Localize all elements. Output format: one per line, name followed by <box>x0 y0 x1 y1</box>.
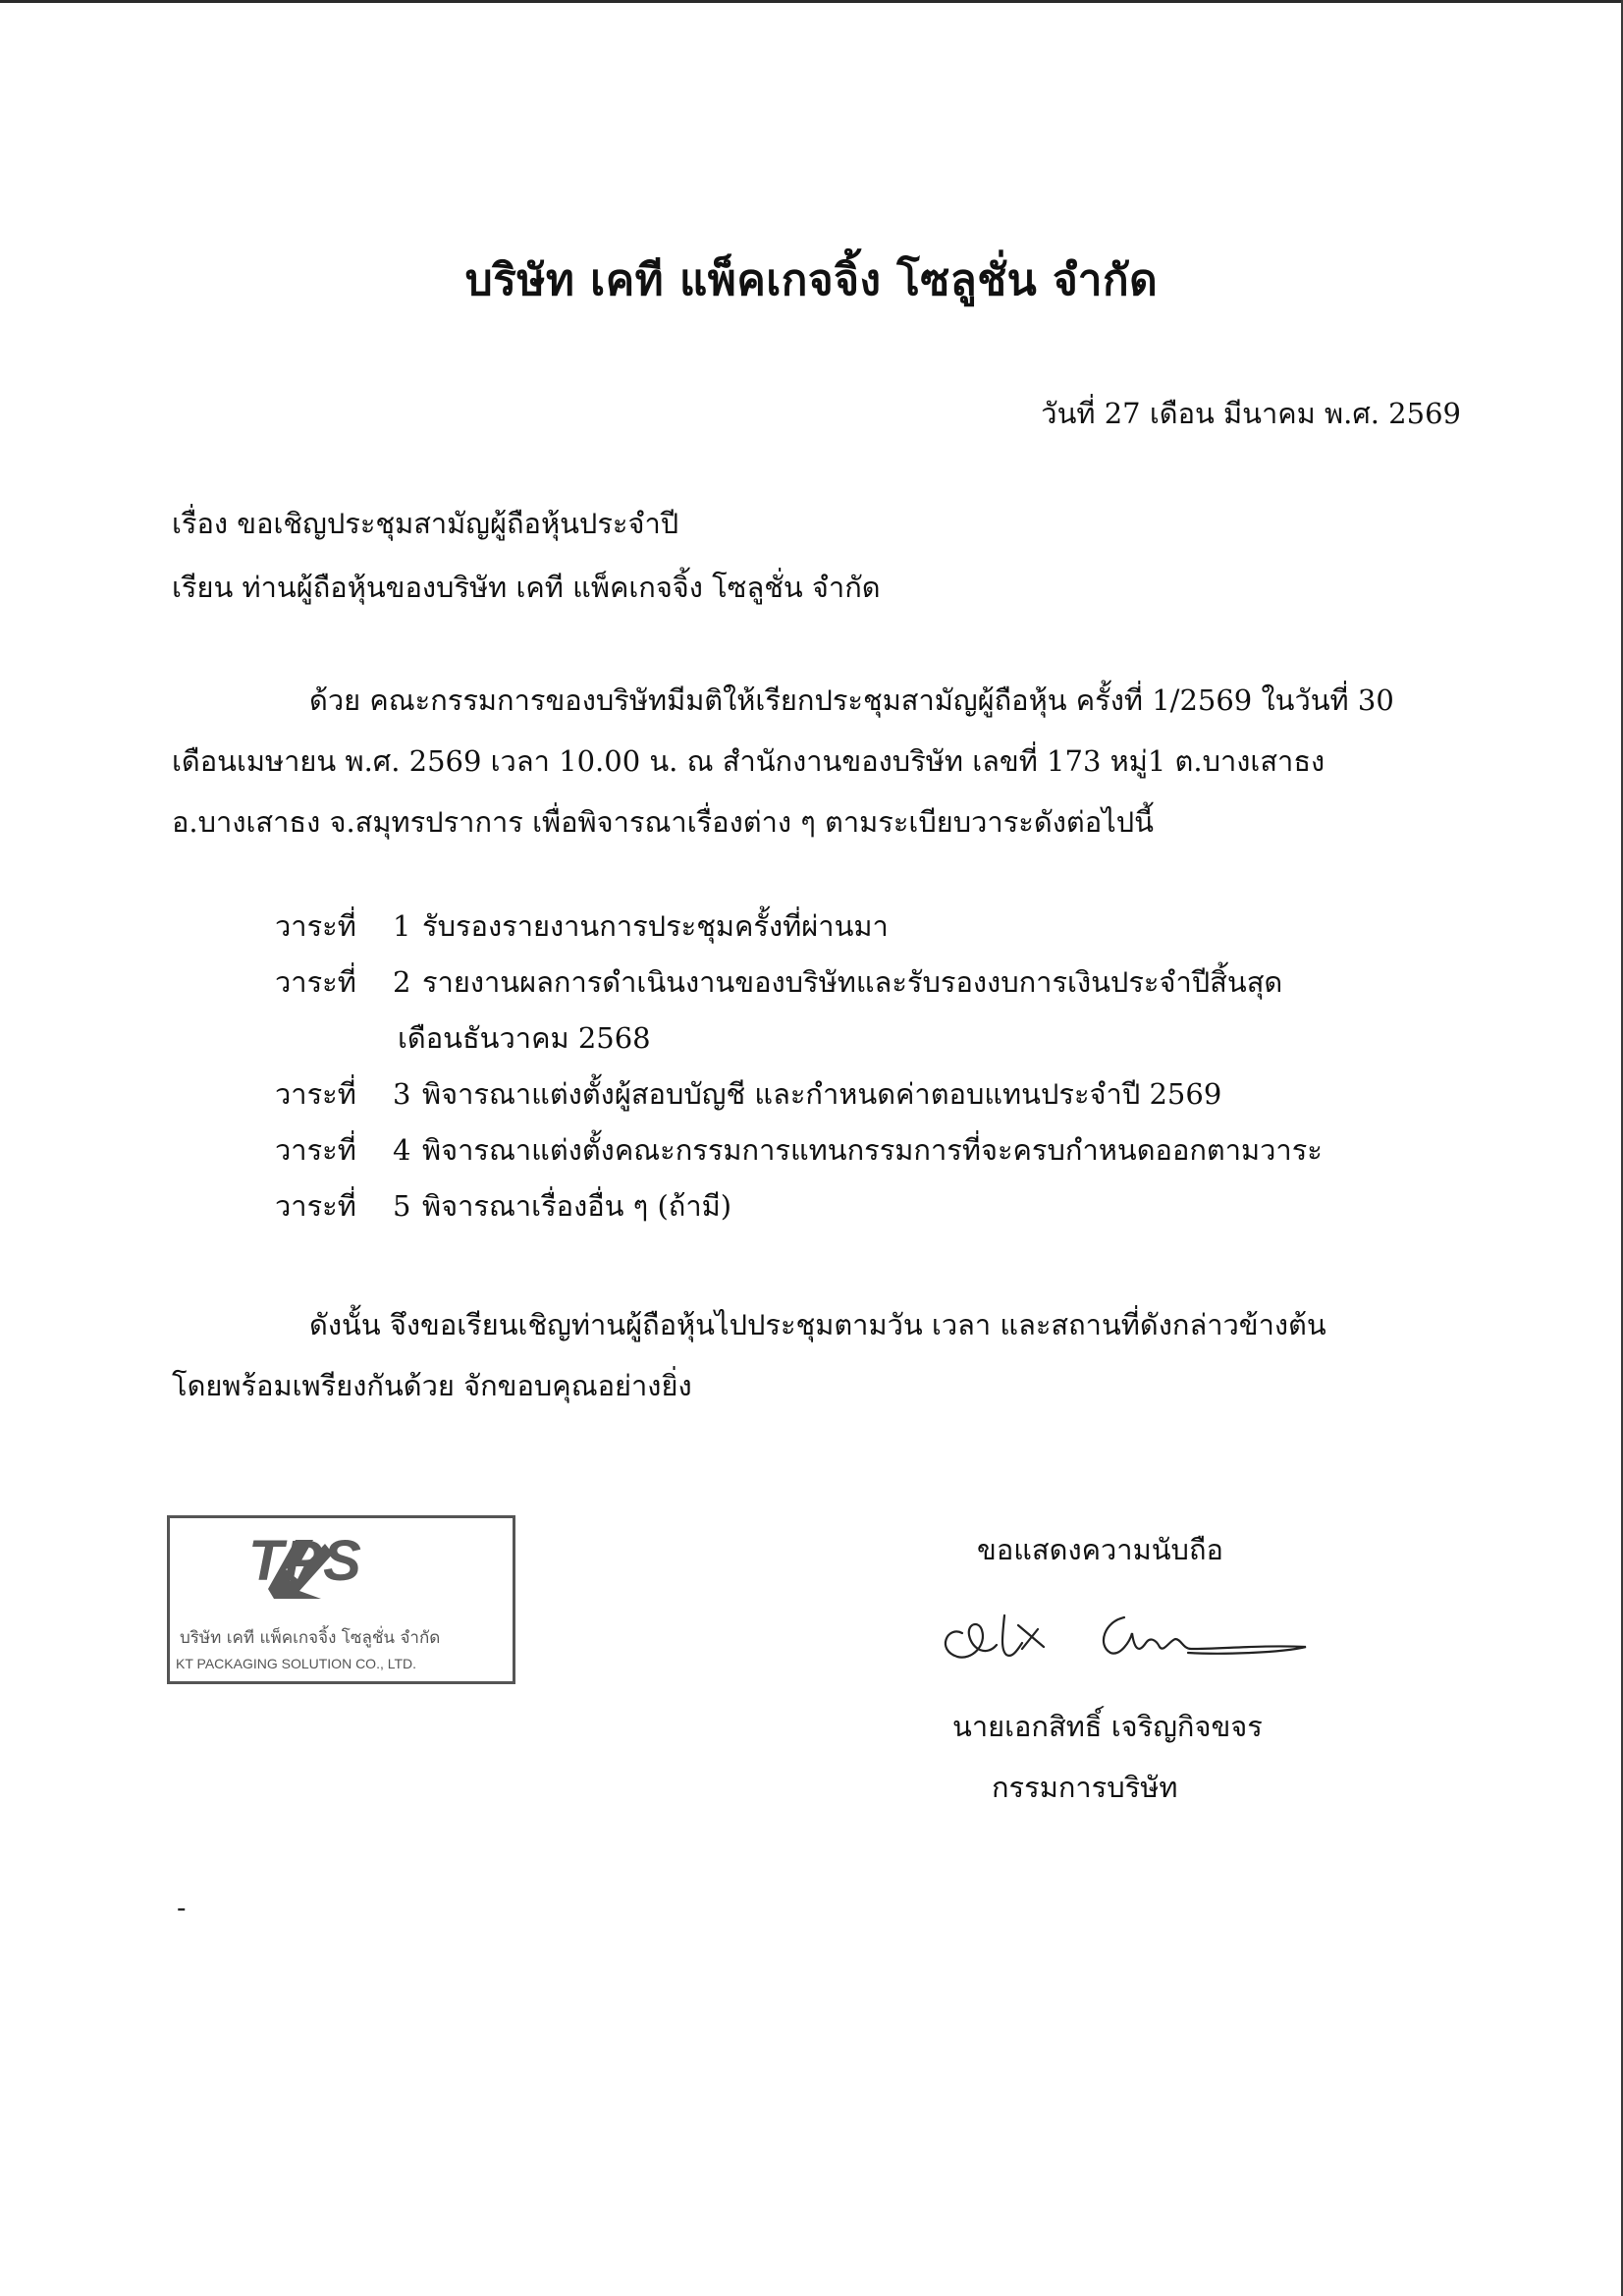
signer-title: กรรมการบริษัท <box>992 1771 1178 1804</box>
agenda-label: วาระที่ <box>275 909 356 943</box>
agenda-label: วาระที่ <box>275 1133 356 1167</box>
company-stamp <box>167 1515 515 1684</box>
agenda-list <box>275 899 1434 1234</box>
agenda-item <box>275 899 1434 955</box>
scan-edge-top <box>0 0 1623 3</box>
intro-paragraph <box>172 670 1468 852</box>
closing-salutation: ขอแสดงความนับถือ <box>977 1533 1223 1566</box>
letter-recipient: เรียน ท่านผู้ถือหุ้นของบริษัท เคที แพ็คเกจจิ้ง โซลูชั่น จำกัด <box>172 571 881 604</box>
intro-line: ด้วย คณะกรรมการของบริษัทมีมติให้เรียกประชุมสามัญผู้ถือหุ้น ครั้งที่ 1/2569 ในวันที่ 30 <box>309 683 1394 717</box>
agenda-continuation: เดือนธันวาคม 2568 <box>398 1021 651 1055</box>
agenda-number: 5 <box>393 1189 411 1223</box>
agenda-item <box>275 955 1434 1011</box>
handwritten-signature <box>928 1596 1321 1684</box>
stamp-thai-name: บริษัท เคที แพ็คเกจจิ้ง โซลูชั่น จำกัด <box>180 1628 441 1648</box>
closing-paragraph <box>172 1294 1468 1416</box>
agenda-text: รับรองรายงานการประชุมครั้งที่ผ่านมา <box>422 909 889 943</box>
stamp-english-name: KT PACKAGING SOLUTION CO., LTD. <box>176 1656 417 1671</box>
agenda-item <box>275 1066 1434 1122</box>
agenda-text: พิจารณาแต่งตั้งคณะกรรมการแทนกรรมการที่จะครบกำหนดออกตามวาระ <box>422 1133 1323 1167</box>
agenda-item <box>275 1122 1434 1178</box>
company-title: บริษัท เคที แพ็คเกจจิ้ง โซลูชั่น จำกัด <box>464 255 1159 305</box>
signer-name: นายเอกสิทธิ์ เจริญกิจขจร <box>952 1710 1263 1743</box>
agenda-number: 2 <box>393 965 411 999</box>
closing-paragraph-line: ดังนั้น จึงขอเรียนเชิญท่านผู้ถือหุ้นไปประชุมตามวัน เวลา และสถานที่ดังกล่าวข้างต้น <box>309 1308 1326 1341</box>
intro-line: เดือนเมษายน พ.ศ. 2569 เวลา 10.00 น. ณ สำนักงานของบริษัท เลขที่ 173 หมู่1 ต.บางเสาธง <box>172 744 1325 778</box>
letter-date: วันที่ 27 เดือน มีนาคม พ.ศ. 2569 <box>1041 397 1461 430</box>
agenda-number: 4 <box>393 1133 411 1167</box>
agenda-label: วาระที่ <box>275 1189 356 1223</box>
agenda-number: 3 <box>393 1077 411 1111</box>
footer-mark: - <box>177 1891 187 1924</box>
agenda-number: 1 <box>393 909 411 943</box>
agenda-text: พิจารณาเรื่องอื่น ๆ (ถ้ามี) <box>422 1189 732 1223</box>
agenda-label: วาระที่ <box>275 1077 356 1111</box>
letter-subject: เรื่อง ขอเชิญประชุมสามัญผู้ถือหุ้นประจำปี <box>172 507 679 540</box>
agenda-item <box>275 1178 1434 1234</box>
agenda-text: พิจารณาแต่งตั้งผู้สอบบัญชี และกำหนดค่าตอบแทนประจำปี 2569 <box>422 1077 1222 1111</box>
intro-line: อ.บางเสาธง จ.สมุทรปราการ เพื่อพิจารณาเรื่องต่าง ๆ ตามระเบียบวาระดังต่อไปนี้ <box>172 805 1154 839</box>
agenda-text: รายงานผลการดำเนินงานของบริษัทและรับรองงบการเงินประจำปีสิ้นสุด <box>422 965 1283 999</box>
stamp-logo-text: TPS <box>248 1529 362 1593</box>
closing-paragraph-line: โดยพร้อมเพรียงกันด้วย จักขอบคุณอย่างยิ่ง <box>172 1369 692 1402</box>
agenda-label: วาระที่ <box>275 965 356 999</box>
